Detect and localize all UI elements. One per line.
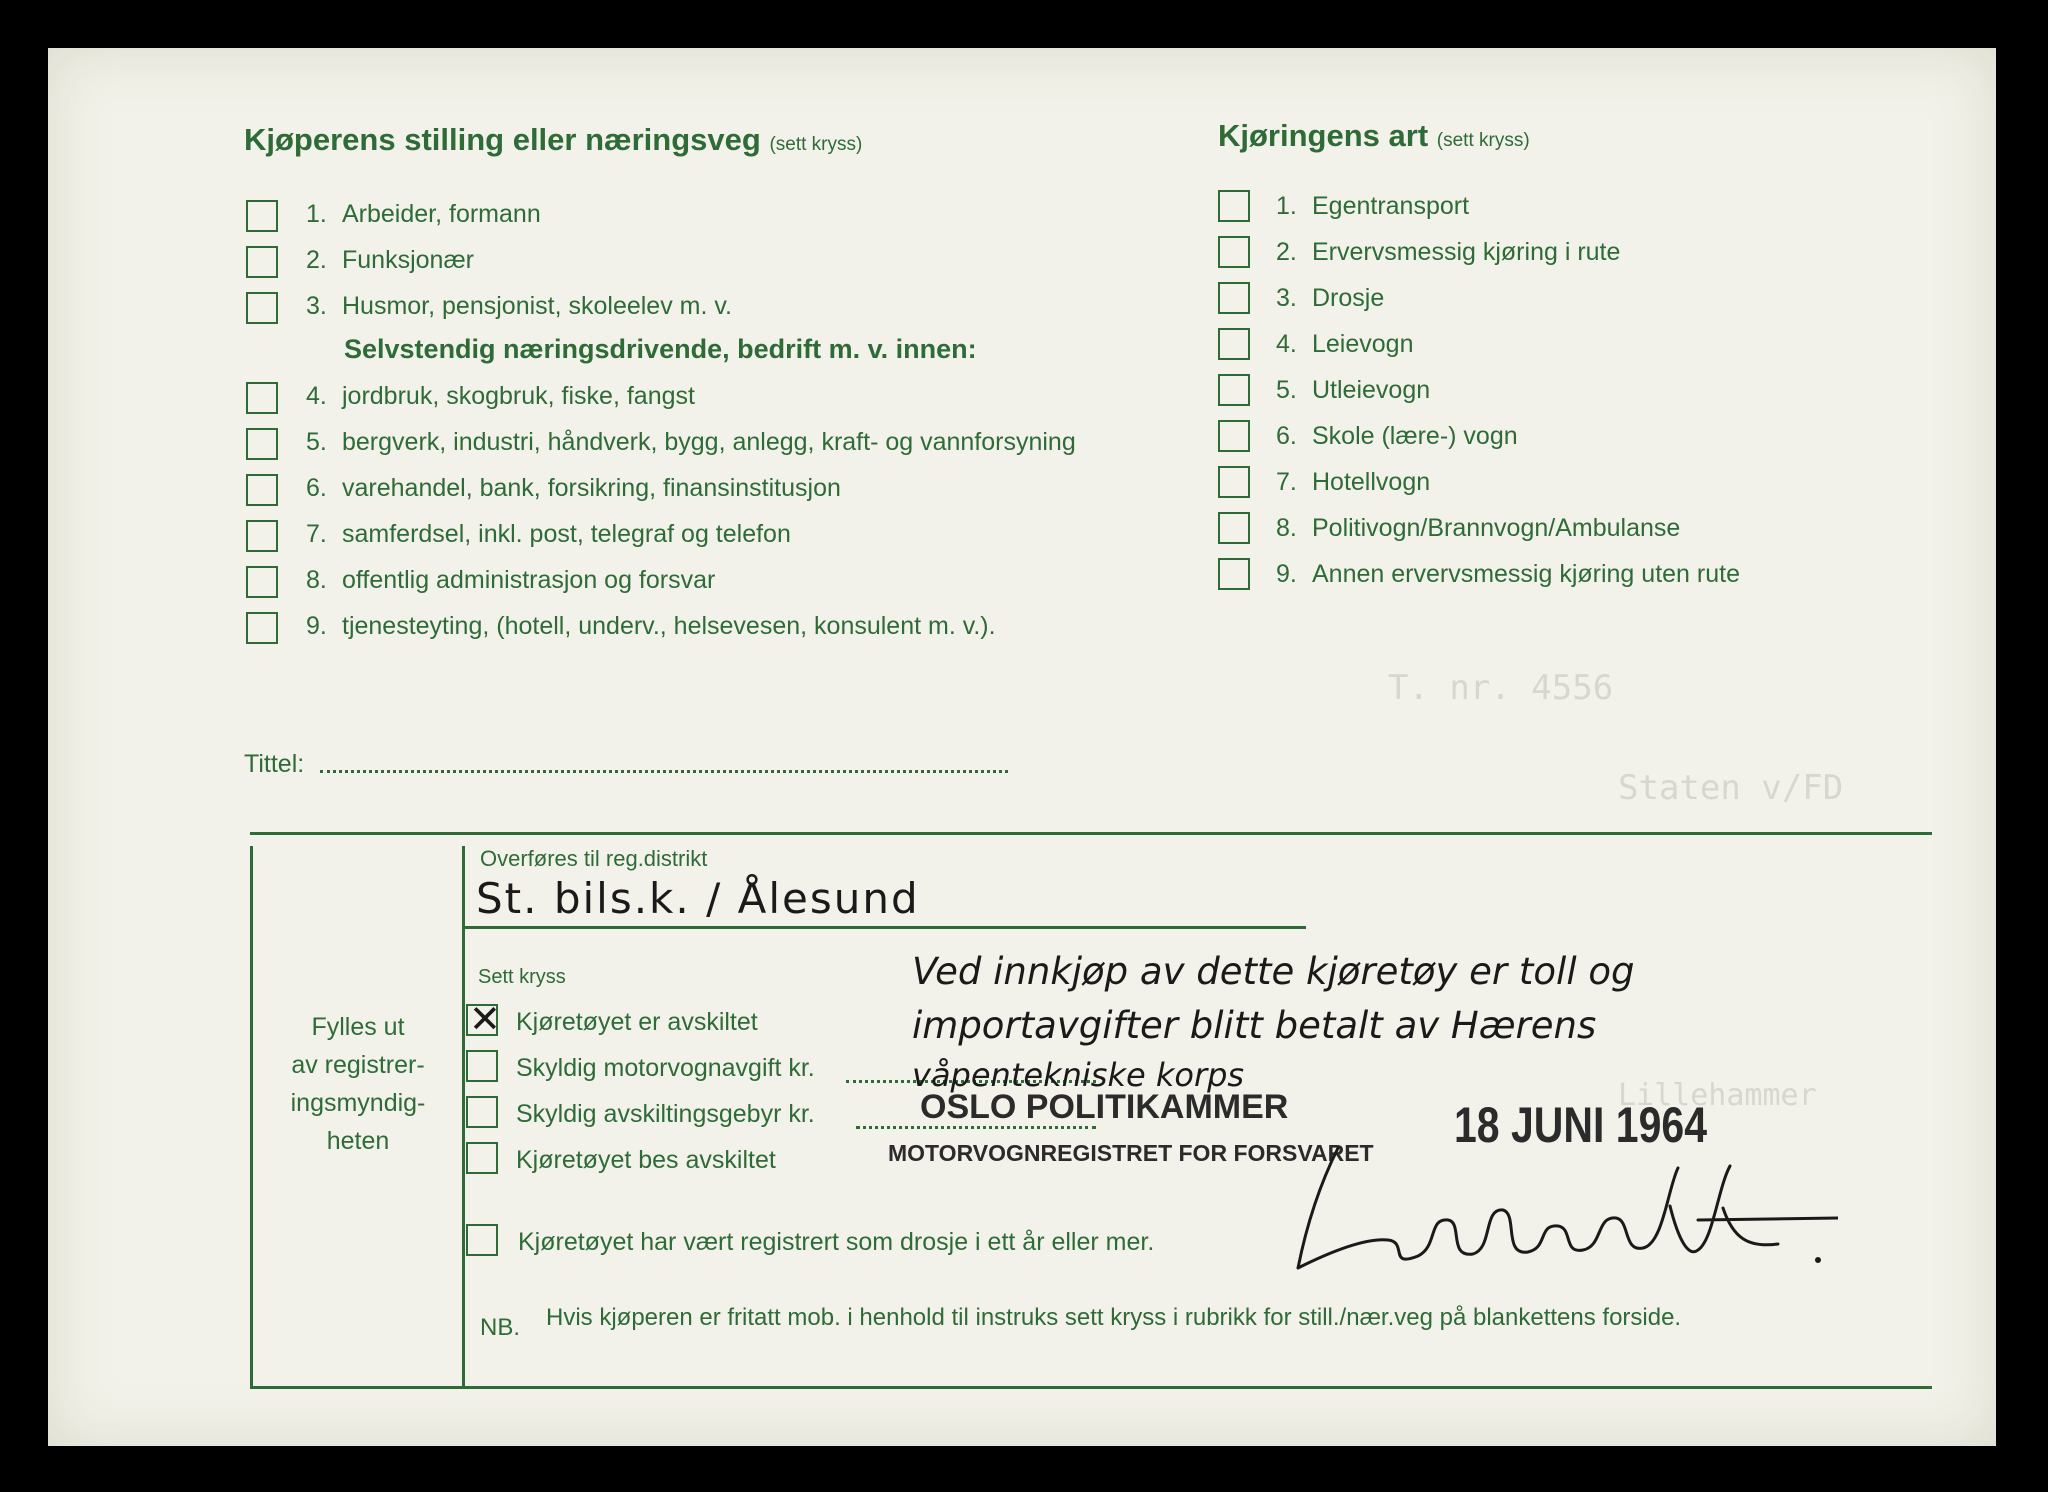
bes-avskiltet-label: Kjøretøyet bes avskiltet [516, 1146, 776, 1174]
driving-9-label: 9. Annen ervervsmessig kjøring uten rute [1276, 560, 1740, 588]
drosje-label: Kjøretøyet har vært registrert som drosje i ett år eller mer. [518, 1228, 1155, 1256]
motorvognavgift-label: Skyldig motorvognavgift kr. [516, 1054, 815, 1082]
driving-8-label: 8. Politivogn/Brannvogn/Ambulanse [1276, 514, 1681, 542]
occupation-3-label: 3. Husmor, pensjonist, skoleelev m. v. [306, 292, 732, 320]
bleed-through-text: T. nr. 4556 [1388, 668, 1614, 708]
signature [1278, 1128, 1838, 1288]
checkbox-avskiltet[interactable] [466, 997, 501, 1041]
driving-5-label: 5. Utleievogn [1276, 376, 1431, 404]
checkbox-driving-2[interactable] [1218, 236, 1250, 268]
transfer-underline [464, 926, 1306, 929]
occupation-5-label: 5. bergverk, industri, håndverk, bygg, anlegg, kraft- og vannforsyning [306, 428, 1076, 456]
checkbox-occupation-6[interactable] [246, 474, 278, 506]
driving-6-label: 6. Skole (lære-) vogn [1276, 422, 1518, 450]
tittel-input[interactable] [320, 770, 1008, 773]
driving-1-label: 1. Egentransport [1276, 192, 1470, 220]
avskiltet-label: Kjøretøyet er avskiltet [516, 1008, 758, 1036]
checkbox-motorvognavgift[interactable] [466, 1050, 498, 1082]
form-sheet [48, 48, 1996, 1446]
nb-label: NB. [480, 1314, 521, 1341]
avskiltingsgebyr-label: Skyldig avskiltingsgebyr kr. [516, 1100, 815, 1128]
stamp-police-office: OSLO POLITIKAMMER [920, 1088, 1289, 1126]
checkbox-driving-6[interactable] [1218, 420, 1250, 452]
checkbox-occupation-7[interactable] [246, 520, 278, 552]
occupation-6-label: 6. varehandel, bank, forsikring, finansinstitusjon [306, 474, 841, 502]
transfer-label: Overføres til reg.distrikt [480, 846, 708, 871]
checkbox-bes-avskiltet[interactable] [466, 1142, 498, 1174]
handwritten-note-line-3: våpentekniske korps [912, 1056, 1245, 1094]
left-section-title: Kjøperens stilling eller næringsveg (sett kryss) [244, 122, 863, 157]
checkbox-occupation-1[interactable] [246, 200, 278, 232]
bleed-through-text: Lillehammer [1618, 1078, 1817, 1113]
bleed-through-text: Staten v/FD [1618, 768, 1844, 808]
checkbox-driving-9[interactable] [1218, 558, 1250, 590]
occupation-9-label: 9. tjenesteyting, (hotell, underv., helsevesen, konsulent m. v.). [306, 612, 996, 640]
stamp-date: 18 JUNI 1964 [1454, 1097, 1708, 1153]
checkbox-driving-3[interactable] [1218, 282, 1250, 314]
occupation-2-label: 2. Funksjonær [306, 246, 474, 274]
driving-3-label: 3. Drosje [1276, 284, 1385, 312]
driving-4-label: 4. Leievogn [1276, 330, 1414, 358]
right-section-title: Kjøringens art (sett kryss) [1218, 118, 1530, 153]
driving-2-label: 2. Ervervsmessig kjøring i rute [1276, 238, 1621, 266]
checkbox-drosje[interactable] [466, 1224, 498, 1256]
checkbox-occupation-2[interactable] [246, 246, 278, 278]
driving-7-label: 7. Hotellvogn [1276, 468, 1431, 496]
registry-box-top-border [250, 832, 1932, 835]
occupation-1-label: 1. Arbeider, formann [306, 200, 541, 228]
handwritten-note-line-1: Ved innkjøp av dette kjøretøy er toll og [912, 950, 1635, 993]
handwritten-note-line-2: importavgifter blitt betalt av Hærens [912, 1004, 1597, 1047]
right-section-title-note: (sett kryss) [1436, 130, 1530, 151]
checkbox-driving-4[interactable] [1218, 328, 1250, 360]
nb-text: Hvis kjøperen er fritatt mob. i henhold til instruks sett kryss i rubrikk for still./nær.veg på blankettens forside. [546, 1304, 1682, 1331]
check-x-icon: ✕ [469, 997, 501, 1041]
checkbox-avskiltingsgebyr[interactable] [466, 1096, 498, 1128]
checkbox-driving-5[interactable] [1218, 374, 1250, 406]
registry-side-label: Fylles ut av registrer- ingsmyndig- heten [290, 1013, 426, 1155]
registry-box-bottom-border [250, 1386, 1932, 1389]
checkbox-occupation-4[interactable] [246, 382, 278, 414]
checkbox-driving-1[interactable] [1218, 190, 1250, 222]
checkbox-driving-8[interactable] [1218, 512, 1250, 544]
registry-box-left-border [250, 846, 253, 1389]
sett-kryss-label: Sett kryss [478, 966, 566, 988]
checkbox-occupation-3[interactable] [246, 292, 278, 324]
occupation-7-label: 7. samferdsel, inkl. post, telegraf og telefon [306, 520, 791, 548]
occupation-8-label: 8. offentlig administrasjon og forsvar [306, 566, 716, 594]
checkbox-occupation-8[interactable] [246, 566, 278, 598]
checkbox-driving-7[interactable] [1218, 466, 1250, 498]
stamp-registry: MOTORVOGNREGISTRET FOR FORSVARET [888, 1140, 1374, 1166]
self-employed-subheading: Selvstendig næringsdrivende, bedrift m. v. innen: [344, 334, 977, 364]
left-section-title-note: (sett kryss) [769, 134, 863, 155]
occupation-4-label: 4. jordbruk, skogbruk, fiske, fangst [306, 382, 695, 410]
tittel-label: Tittel: [244, 750, 305, 778]
checkbox-occupation-9[interactable] [246, 612, 278, 644]
transfer-value[interactable]: St. bils.k. / Ålesund [476, 874, 920, 923]
checkbox-occupation-5[interactable] [246, 428, 278, 460]
